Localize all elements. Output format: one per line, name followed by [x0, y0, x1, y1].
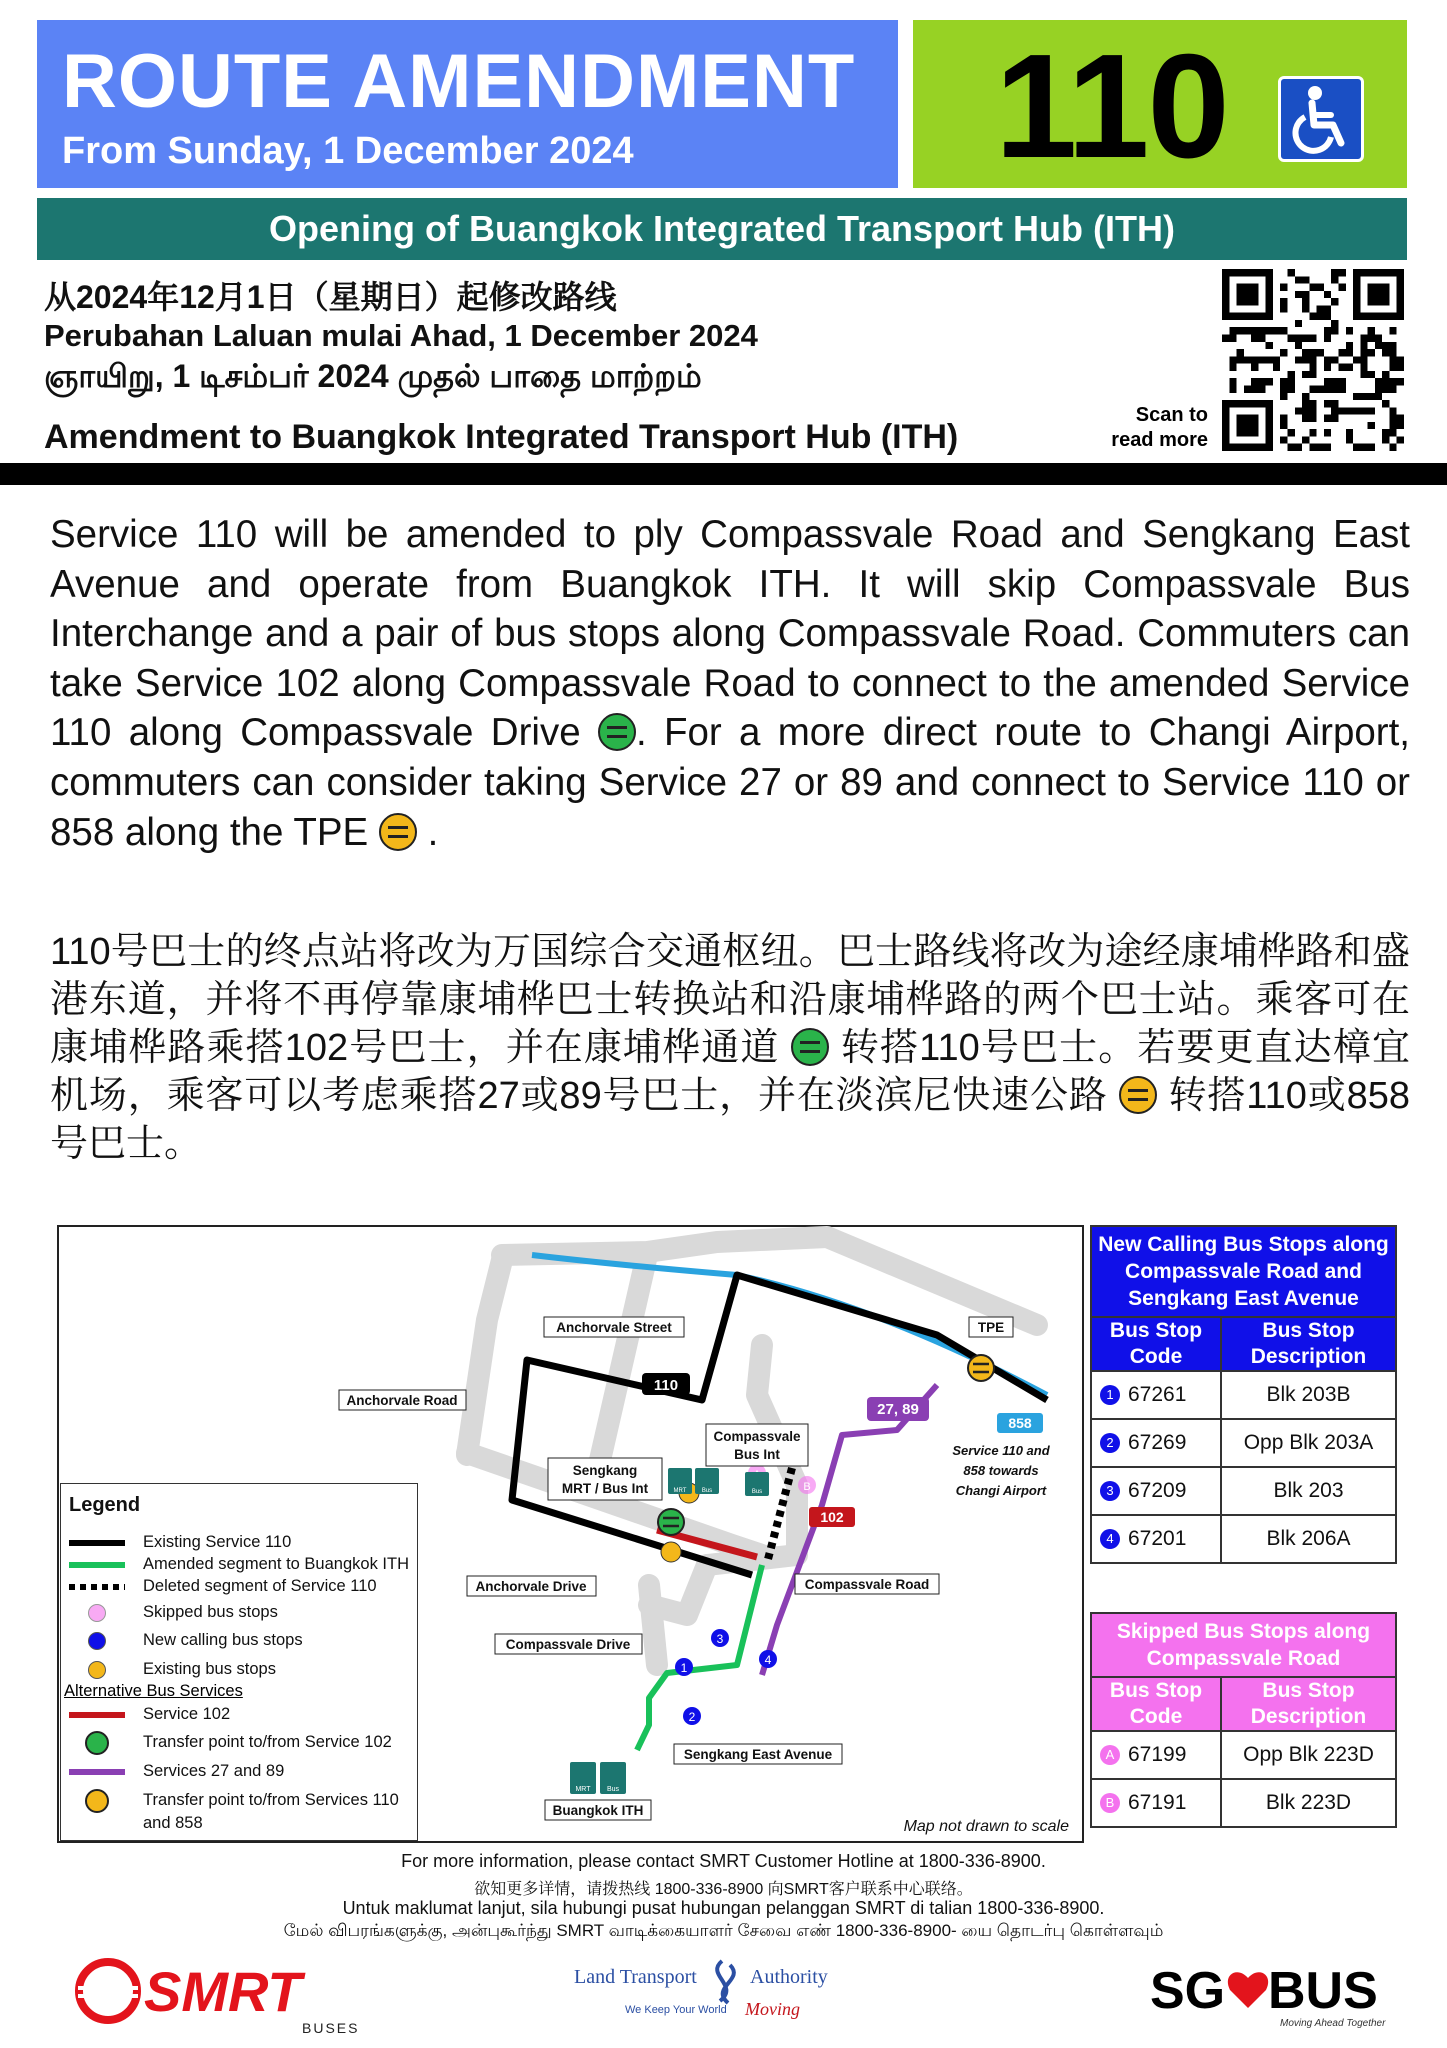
- table-row: 4 67201 Blk 206A: [1091, 1515, 1396, 1563]
- scan-label: Scan to: [1135, 404, 1208, 426]
- svg-text:We Keep Your World: We Keep Your World: [625, 2004, 727, 2016]
- label-anchorvale-drive: Anchorvale Drive: [475, 1579, 587, 1594]
- col-header-code: Bus Stop Code: [1091, 1677, 1221, 1731]
- legend-title: Legend: [69, 1494, 141, 1516]
- legend-item: New calling bus stops: [143, 1631, 303, 1649]
- table-row: A 67199 Opp Blk 223D: [1091, 1731, 1396, 1779]
- label-buangkok-ith: Buangkok ITH: [552, 1803, 644, 1818]
- svg-text:Land Transport: Land Transport: [574, 1966, 697, 1988]
- footer-english: For more information, please contact SMRT Customer Hotline at 1800-336-8900.: [401, 1851, 1046, 1871]
- changi-note-2: 858 towards: [963, 1463, 1039, 1478]
- transfer-110-858-icon: [379, 813, 417, 851]
- table-row: 2 67269 Opp Blk 203A: [1091, 1419, 1396, 1467]
- transfer-110-858-icon: [1119, 1076, 1157, 1114]
- footer-malay: Untuk maklumat lanjut, sila hubungi pusat hubungan pelanggan SMRT di talian 1800-336-8900.: [342, 1898, 1105, 1918]
- changi-note: Service 110 and: [952, 1443, 1050, 1458]
- legend-item: Deleted segment of Service 110: [143, 1577, 377, 1595]
- new-stop-3: 3: [716, 1632, 724, 1646]
- tag-service-27-89: 27, 89: [877, 1401, 919, 1418]
- legend-item: Existing Service 110: [143, 1533, 292, 1551]
- new-stop-2: 2: [688, 1710, 696, 1724]
- label-compassvale-road: Compassvale Road: [804, 1577, 930, 1592]
- scan-label-2: read more: [1111, 429, 1208, 451]
- legend-item: Transfer point to/from Services 110: [143, 1791, 399, 1809]
- footer-tamil: மேல் விபரங்களுக்கு, அன்புகூர்ந்து SMRT வாடிக்கையாளர் சேவை எண் 1800-336-8900- யை தொடர்பு கொள்ளவும்: [283, 1921, 1164, 1940]
- banner: Opening of Buangkok Integrated Transport Hub (ITH): [37, 198, 1407, 260]
- effective-date: From Sunday, 1 December 2024: [62, 130, 634, 172]
- transfer-110-858-icon: [968, 1355, 994, 1381]
- qr-code[interactable]: [1222, 268, 1404, 452]
- title-malay: Perubahan Laluan mulai Ahad, 1 December 2024: [44, 318, 758, 353]
- page-title: ROUTE AMENDMENT: [62, 39, 856, 124]
- label-anchorvale-road: Anchorvale Road: [346, 1393, 458, 1408]
- skipped-stop-b: B: [803, 1481, 811, 1493]
- label-compassvale-drive: Compassvale Drive: [505, 1637, 631, 1652]
- wheelchair-accessible-icon: [1278, 76, 1364, 162]
- smrt-logo: [72, 1955, 372, 2035]
- legend-item: Service 102: [143, 1705, 231, 1723]
- title-tamil: ஞாயிறு, 1 டிசம்பர் 2024 முதல் பாதை மாற்றம்: [44, 358, 702, 394]
- svg-text:Moving Ahead Together: Moving Ahead Together: [1280, 2018, 1386, 2029]
- svg-text:Bus: Bus: [606, 1786, 620, 1793]
- tag-service-110: 110: [653, 1377, 679, 1394]
- legend-item: Amended segment to Buangkok ITH: [143, 1555, 409, 1573]
- new-stops-caption: New Calling Bus Stops along Compassvale Road and Sengkang East Avenue: [1091, 1226, 1396, 1317]
- label-compassvale-int-2: Bus Int: [734, 1447, 780, 1462]
- new-stops-table: [1090, 1225, 1397, 1564]
- legend-item: and 858: [143, 1814, 203, 1832]
- svg-text:MRT: MRT: [673, 1488, 687, 1494]
- col-header-desc: Bus Stop Description: [1221, 1317, 1396, 1371]
- label-tpe: TPE: [977, 1320, 1005, 1335]
- transfer-102-icon: [598, 713, 636, 751]
- svg-text:BUS: BUS: [1268, 1962, 1378, 2020]
- label-sengkang-east-avenue: Sengkang East Avenue: [683, 1747, 833, 1762]
- legend-item: Skipped bus stops: [143, 1603, 278, 1621]
- legend-alt-title: Alternative Bus Services: [64, 1682, 243, 1700]
- skipped-stops-caption: Skipped Bus Stops along Compassvale Road: [1091, 1613, 1396, 1677]
- svg-text:BUSES: BUSES: [302, 2020, 360, 2035]
- label-sengkang-mrt: Sengkang: [572, 1463, 638, 1478]
- svg-text:MRT: MRT: [575, 1786, 591, 1793]
- label-compassvale-int: Compassvale: [713, 1429, 801, 1444]
- transfer-102-icon: [658, 1509, 684, 1535]
- description-english: Service 110 will be amended to ply Compassvale Road and Sengkang East Avenue and operate from Buangkok ITH. It will skip Compassvale Bus Interchange and a pair of bus stops along Compassvale Road. Commuters can take Service 102 along Compassvale Road to connect to the amended Service 110 along Compassvale Drive . For a more direct route to Changi Airport, commuters can consider taking Service 27 or 89 and connect to Service 110 or 858 along the TPE .: [50, 513, 1411, 854]
- transfer-102-icon: [791, 1028, 829, 1066]
- legend-item: Existing bus stops: [143, 1660, 276, 1678]
- label-sengkang-mrt-2: MRT / Bus Int: [561, 1481, 649, 1496]
- table-row: 3 67209 Blk 203: [1091, 1467, 1396, 1515]
- legend-item: Transfer point to/from Service 102: [143, 1733, 392, 1751]
- svg-text:Bus: Bus: [701, 1488, 713, 1494]
- new-stop-4: 4: [764, 1653, 772, 1667]
- new-stop-1: 1: [680, 1661, 688, 1675]
- table-row: 1 67261 Blk 203B: [1091, 1371, 1396, 1419]
- footer-chinese: 欲知更多详情，请拨热线 1800-336-8900 向SMRT客户联系中心联络。: [474, 1881, 973, 1898]
- table-row: B 67191 Blk 223D: [1091, 1779, 1396, 1827]
- svg-text:Moving: Moving: [745, 1999, 800, 2019]
- title-chinese: 从2024年12月1日（星期日）起修改路线: [44, 279, 617, 315]
- changi-note-3: Changi Airport: [955, 1483, 1047, 1498]
- svg-text:Bus: Bus: [751, 1489, 763, 1495]
- col-header-desc: Bus Stop Description: [1221, 1677, 1396, 1731]
- map-legend: [60, 1483, 418, 1841]
- subtitle: Amendment to Buangkok Integrated Transport Hub (ITH): [44, 418, 959, 456]
- skipped-stops-table: [1090, 1612, 1397, 1828]
- route-number: 110: [995, 24, 1228, 189]
- svg-text:Authority: Authority: [750, 1966, 828, 1988]
- lta-logo: [570, 1955, 840, 2035]
- divider: [0, 463, 1447, 485]
- legend-item: Services 27 and 89: [143, 1762, 285, 1780]
- svg-text:SG: SG: [1150, 1962, 1226, 2020]
- tag-service-858: 858: [1008, 1415, 1032, 1431]
- svg-text:SMRT: SMRT: [144, 1960, 302, 2023]
- label-anchorvale-street: Anchorvale Street: [556, 1320, 672, 1335]
- compassvale-bus-icon: [745, 1472, 769, 1496]
- sgbus-logo: [1150, 1958, 1400, 2038]
- description-chinese: 110号巴士的终点站将改为万国综合交通枢纽。巴士路线将改为途经康埔桦路和盛港东道，并将不再停靠康埔桦巴士转换站和沿康埔桦路的两个巴士站。乘客可在康埔桦路乘搭102号巴士，并在康埔桦通道 转搭110号巴士。若要更直达樟宜机场，乘客可以考虑乘搭27或89号巴士，并在淡滨尼快速公路 转搭110或858号巴士。: [50, 931, 1411, 1165]
- tag-service-102: 102: [820, 1509, 844, 1525]
- col-header-code: Bus Stop Code: [1091, 1317, 1221, 1371]
- not-to-scale-note: Map not drawn to scale: [903, 1818, 1069, 1835]
